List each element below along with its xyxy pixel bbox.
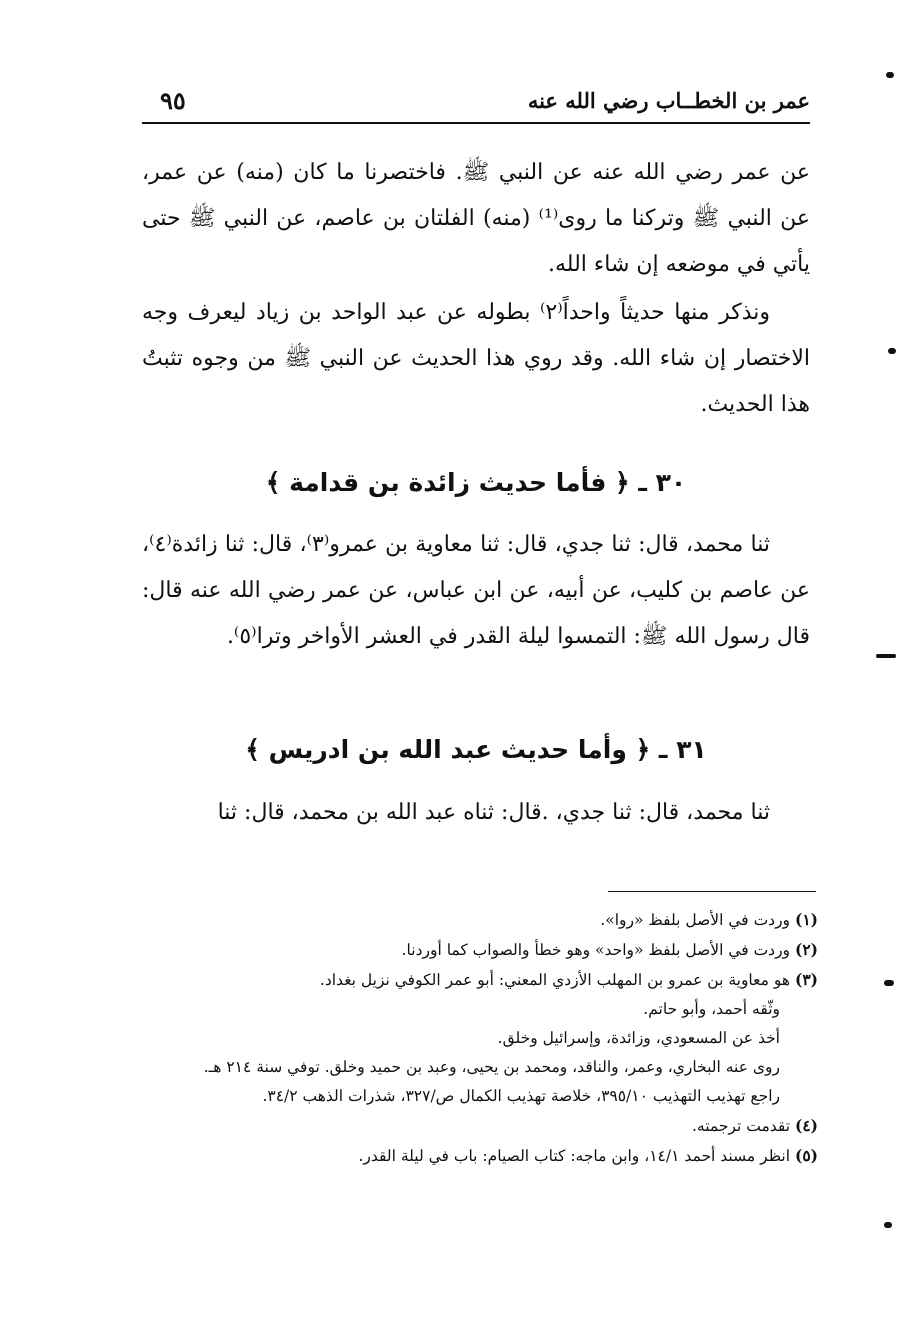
footnote-number: (٥) [794, 1146, 818, 1165]
page-header [142, 82, 810, 124]
footnote-separator [608, 891, 816, 892]
section-heading-30: ٣٠ ـ ﴿ فأما حديث زائدة بن قدامة ﴾ [265, 468, 687, 497]
footnote-number: (٣) [794, 970, 818, 989]
footnote-number: (١) [794, 910, 818, 929]
scan-margin-mark [876, 654, 896, 658]
footnote-1 [150, 905, 818, 935]
footnote-number: (٢) [794, 940, 818, 959]
section-heading-31: ٣١ ـ ﴿ وأما حديث عبد الله بن ادريس ﴾ [245, 735, 707, 764]
scan-margin-mark [884, 980, 894, 986]
scan-margin-mark [886, 72, 894, 78]
paragraph-4: ثنا محمد، قال: ثنا جدي، .قال: ثناه عبد الله بن محمد، قال: ثنا [217, 800, 770, 825]
footnote-3-line-2: وثّقه أحمد، وأبو حاتم. [643, 1000, 780, 1018]
footnote-5 [150, 1141, 818, 1171]
footnote-3-line-5: راجع تهذيب التهذيب ٣٩٥/١٠، خلاصة تهذيب الكمال ص/٣٢٧، شذرات الذهب ٣٤/٢. [262, 1087, 780, 1105]
paragraph-3: ثنا محمد، قال: ثنا جدي، قال: ثنا معاوية بن عمرو⁽٣⁾، قال: ثنا زائدة⁽٤⁾، عن عاصم بن كليب، عن أبيه، عن ابن عباس، عن عمر رضي الله عنه قال: قال رسول الله ﷺ: التمسوا ليلة القدر في العشر الأواخر وترا⁽٥⁾. [142, 532, 810, 649]
footnote-2 [150, 935, 818, 965]
paragraph-1: عن عمر رضي الله عنه عن النبي ﷺ. فاختصرنا ما كان (منه) عن عمر، عن النبي ﷺ وتركنا ما روى⁽¹⁾ (منه) الفلتان بن عاصم، عن النبي ﷺ حتى يأتي في موضعه إن شاء الله. [142, 160, 811, 277]
scan-margin-mark [884, 1222, 892, 1228]
footnote-text: انظر مسند أحمد ١٤/١، وابن ماجه: كتاب الصيام: باب في ليلة القدر. [358, 1147, 791, 1165]
footnote-text: هو معاوية بن عمرو بن المهلب الأزدي المعني: أبو عمر الكوفي نزيل بغداد. [319, 971, 791, 989]
footnote-text: تقدمت ترجمته. [691, 1117, 791, 1135]
footnote-text: وردت في الأصل بلفظ «واحد» وهو خطأ والصواب كما أوردنا. [401, 941, 791, 959]
running-title: عمر بن الخطــاب رضي الله عنه [527, 88, 810, 113]
footnote-3 [150, 965, 818, 995]
page-number: ٩٥ [160, 86, 186, 115]
footnote-number: (٤) [794, 1116, 818, 1135]
footnote-text: وردت في الأصل بلفظ «روا». [600, 911, 791, 929]
footnotes [150, 905, 818, 1171]
footnote-4 [150, 1111, 818, 1141]
paragraph-2: ونذكر منها حديثاً واحداً⁽٢⁾ بطوله عن عبد الواحد بن زياد ليعرف وجه الاختصار إن شاء الله. وقد روي هذا الحديث عن النبي ﷺ من وجوه تثبتُ هذا الحديث. [142, 300, 810, 417]
scan-margin-mark [888, 348, 896, 354]
footnote-3-line-3: أخذ عن المسعودي، وزائدة، وإسرائيل وخلق. [497, 1029, 780, 1047]
footnote-3-line-4: روى عنه البخاري، وعمر، والناقد، ومحمد بن يحيى، وعبد بن حميد وخلق. توفي سنة ٢١٤ هـ. [203, 1058, 780, 1076]
